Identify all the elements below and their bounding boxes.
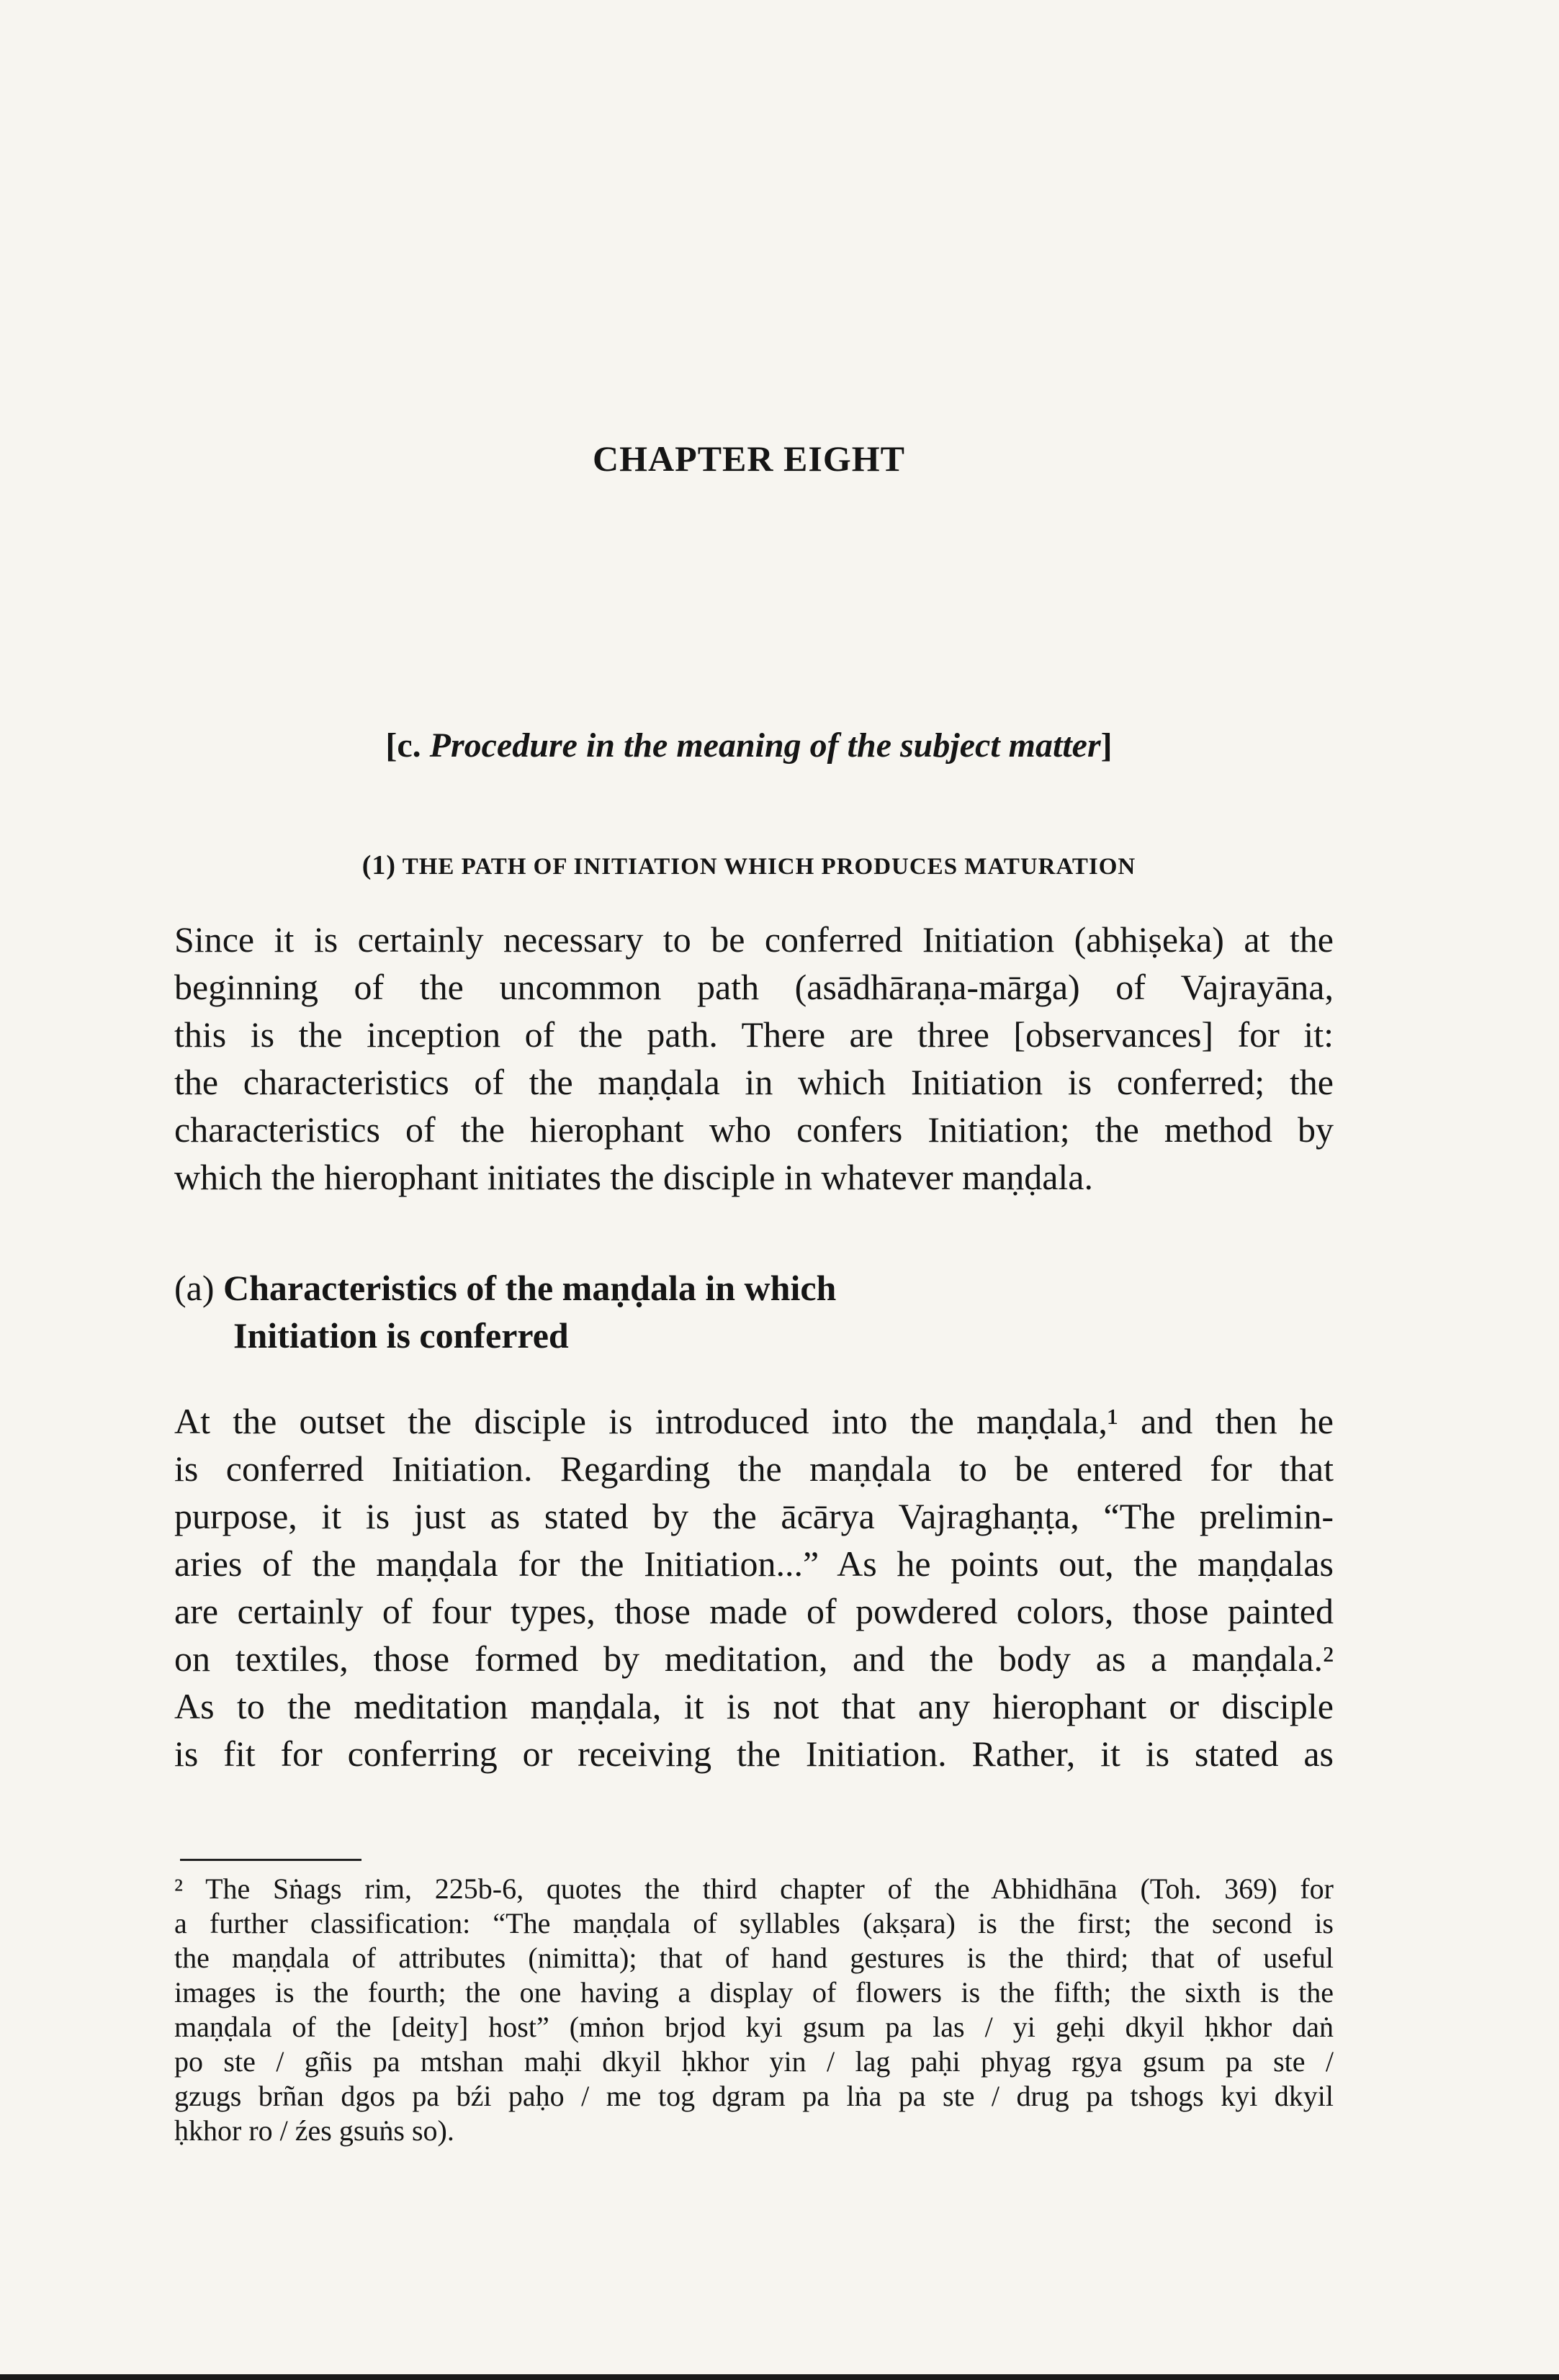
- text-line: is fit for conferring or receiving the Initiation. Rather, it is stated as: [174, 1734, 1334, 1774]
- text-line: which the hierophant initiates the disciple in whatever maṇḍala.: [174, 1157, 1093, 1197]
- section-heading-italic: Procedure in the meaning of the subject matter: [429, 726, 1101, 765]
- text-line: this is the inception of the path. There are three [observances] for it:: [174, 1014, 1334, 1055]
- text-line: beginning of the uncommon path (asādhāraṇa-mārga) of Vajrayāna,: [174, 967, 1334, 1007]
- text-line: purpose, it is just as stated by the ācārya Vajraghaṇṭa, “The prelimin-: [174, 1496, 1334, 1536]
- text-line: is conferred Initiation. Regarding the maṇḍala to be entered for that: [174, 1448, 1334, 1489]
- footnote-line: ² The Sṅags rim, 225b-6, quotes the third chapter of the Abhidhāna (Toh. 369) for: [174, 1872, 1334, 1905]
- footnote-divider: [180, 1859, 361, 1861]
- text-line: At the outset the disciple is introduced into the maṇḍala,¹ and then he: [174, 1401, 1334, 1441]
- subsection-number: (1): [361, 850, 397, 880]
- text-line: characteristics of the hierophant who confers Initiation; the method by: [174, 1109, 1334, 1150]
- footnote-line: the maṇḍala of attributes (nimitta); that of hand gestures is the third; that of useful: [174, 1942, 1334, 1974]
- paragraph-mandala-types: [174, 1397, 1334, 1777]
- subsection-heading: [0, 849, 1498, 881]
- subsection-text: THE PATH OF INITIATION WHICH PRODUCES MATURATION: [402, 854, 1136, 880]
- footnote-2: [174, 1872, 1334, 2148]
- section-heading: [0, 726, 1498, 765]
- footnote-line: images is the fourth; the one having a display of flowers is the fifth; the sixth is the: [174, 1976, 1334, 2009]
- text-line: aries of the maṇḍala for the Initiation...” As he points out, the maṇḍalas: [174, 1543, 1334, 1584]
- footnote-line: maṇḍala of the [deity] host” (mṅon brjod kyi gsum pa las / yi geḥi dkyil ḥkhor daṅ: [174, 2011, 1334, 2043]
- scan-edge: [0, 2374, 1559, 2380]
- heading-line-2: Initiation is conferred: [233, 1315, 569, 1356]
- footnote-line: po ste / gñis pa mtshan maḥi dkyil ḥkhor yin / lag paḥi phyag rgya gsum pa ste /: [174, 2045, 1334, 2078]
- text-line: on textiles, those formed by meditation, and the body as a maṇḍala.²: [174, 1638, 1334, 1679]
- paragraph-initiation-intro: [174, 916, 1334, 1201]
- section-heading-open: [c.: [385, 726, 430, 765]
- text-line: Since it is certainly necessary to be conferred Initiation (abhiṣeka) at the: [174, 919, 1334, 960]
- heading-characteristics-mandala: [174, 1264, 836, 1359]
- heading-line-1: Characteristics of the maṇḍala in which: [223, 1268, 837, 1308]
- text-line: As to the meditation maṇḍala, it is not that any hierophant or disciple: [174, 1686, 1334, 1726]
- footnote-line: gzugs brñan dgos pa bźi paḥo / me tog dgram pa lṅa pa ste / drug pa tshogs kyi dkyil: [174, 2080, 1334, 2112]
- chapter-title: CHAPTER EIGHT: [593, 438, 905, 479]
- heading-marker: (a): [174, 1268, 215, 1308]
- footnote-line: ḥkhor ro / źes gsuṅs so).: [174, 2114, 454, 2147]
- text-line: the characteristics of the maṇḍala in which Initiation is conferred; the: [174, 1062, 1334, 1102]
- footnote-line: a further classification: “The maṇḍala of syllables (akṣara) is the first; the second is: [174, 1907, 1334, 1939]
- section-heading-close: ]: [1100, 726, 1113, 765]
- text-line: are certainly of four types, those made of powdered colors, those painted: [174, 1591, 1334, 1631]
